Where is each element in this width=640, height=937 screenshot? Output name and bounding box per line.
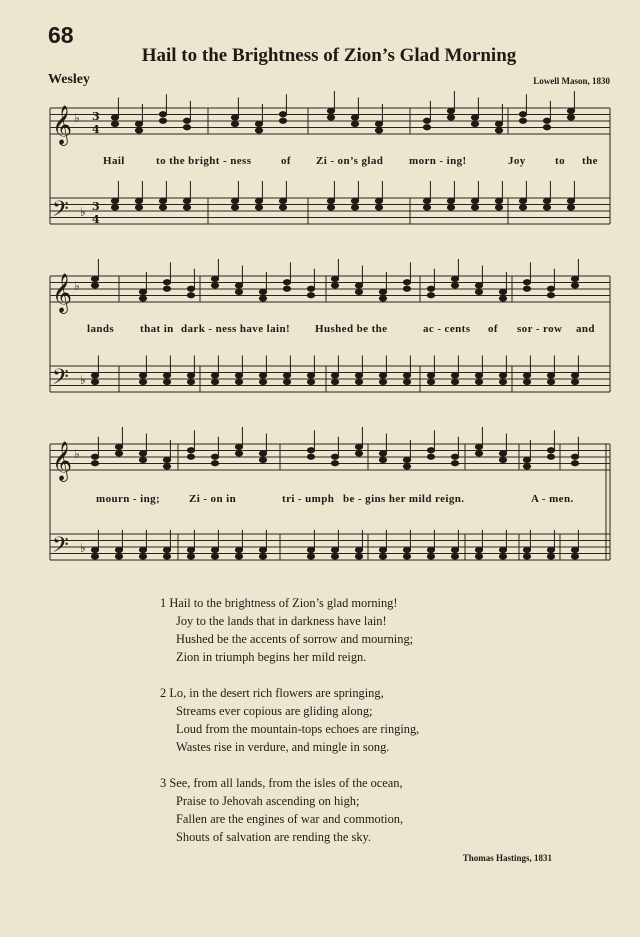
note-head	[283, 280, 290, 285]
note-head	[403, 464, 410, 469]
note-head	[403, 457, 410, 462]
verse-text: Lo, in the desert rich flowers are springing,	[169, 686, 384, 700]
note-head	[327, 198, 334, 203]
stanza-line: Praise to Jehovah ascending on high;	[176, 794, 360, 808]
note-head	[115, 444, 122, 449]
note-head	[523, 464, 530, 469]
note-head	[423, 205, 430, 210]
note-head	[571, 283, 578, 288]
note-head	[519, 205, 526, 210]
lyric-syllable: be - gins her mild reign.	[343, 493, 465, 505]
note-head	[91, 276, 98, 281]
note-head	[427, 454, 434, 459]
note-head	[475, 289, 482, 294]
time-signature: 3	[92, 110, 100, 123]
bass-clef-icon: 𝄢	[52, 365, 69, 395]
note-head	[375, 128, 382, 133]
note-head	[547, 547, 554, 552]
lyric-syllable: Hail	[103, 155, 125, 167]
note-head	[495, 205, 502, 210]
lyric-syllable: of	[281, 155, 291, 167]
note-head	[447, 115, 454, 120]
stanza-2	[160, 684, 580, 756]
note-head	[427, 373, 434, 378]
note-head	[475, 373, 482, 378]
stanza-line: Loud from the mountain-tops echoes are ringing,	[176, 722, 420, 736]
note-head	[259, 547, 266, 552]
note-head	[135, 121, 142, 126]
note-head	[135, 128, 142, 133]
note-head	[499, 373, 506, 378]
note-head	[159, 205, 166, 210]
note-head	[327, 108, 334, 113]
note-head	[163, 457, 170, 462]
note-head	[523, 554, 530, 559]
note-head	[331, 547, 338, 552]
note-head	[91, 379, 98, 384]
note-head	[139, 289, 146, 294]
note-head	[447, 205, 454, 210]
note-head	[451, 276, 458, 281]
note-head	[259, 373, 266, 378]
note-head	[91, 373, 98, 378]
note-head	[379, 554, 386, 559]
stanza-1	[160, 594, 580, 666]
note-head	[135, 198, 142, 203]
note-head	[451, 373, 458, 378]
note-head	[571, 379, 578, 384]
note-head	[211, 283, 218, 288]
note-head	[571, 373, 578, 378]
note-head	[259, 451, 266, 456]
note-head	[259, 296, 266, 301]
note-head	[451, 547, 458, 552]
note-head	[475, 444, 482, 449]
note-head	[283, 379, 290, 384]
hymn-number: 68	[48, 22, 74, 48]
note-head	[307, 448, 314, 453]
tune-name: Wesley	[48, 72, 90, 87]
note-head	[547, 293, 554, 298]
bass-clef-icon: 𝄢	[52, 533, 69, 563]
note-head	[307, 547, 314, 552]
note-head	[91, 554, 98, 559]
note-head	[351, 121, 358, 126]
note-head	[115, 547, 122, 552]
stanza-line	[160, 684, 580, 702]
lyric-syllable: mourn - ing;	[96, 493, 161, 505]
note-head	[427, 379, 434, 384]
note-head	[279, 205, 286, 210]
note-head	[307, 379, 314, 384]
note-head	[279, 118, 286, 123]
note-head	[163, 554, 170, 559]
lyric-syllable: and	[576, 323, 595, 335]
note-head	[231, 205, 238, 210]
note-head	[235, 373, 242, 378]
note-head	[571, 276, 578, 281]
lyric-syllable: sor - row	[517, 323, 563, 335]
note-head	[543, 198, 550, 203]
note-head	[327, 205, 334, 210]
note-head	[163, 280, 170, 285]
note-head	[499, 296, 506, 301]
note-head	[183, 118, 190, 123]
lyric-syllable: Hushed be the	[315, 323, 388, 335]
stanza-line: Wastes rise in verdure, and mingle in song.	[176, 740, 390, 754]
note-head	[547, 286, 554, 291]
note-head	[111, 198, 118, 203]
note-head	[475, 547, 482, 552]
note-head	[355, 379, 362, 384]
note-head	[259, 289, 266, 294]
note-head	[499, 547, 506, 552]
note-head	[403, 554, 410, 559]
bass-clef-icon: 𝄢	[52, 197, 69, 227]
note-head	[259, 457, 266, 462]
lyric-syllable: Joy	[508, 155, 526, 167]
note-head	[283, 373, 290, 378]
note-head	[187, 454, 194, 459]
lyric-syllable: to	[555, 155, 565, 167]
note-head	[111, 115, 118, 120]
lyric-syllable: ac - cents	[423, 323, 471, 335]
note-head	[355, 554, 362, 559]
note-head	[403, 280, 410, 285]
stanza-line	[160, 594, 580, 612]
note-head	[519, 112, 526, 117]
note-head	[139, 373, 146, 378]
note-head	[111, 121, 118, 126]
note-head	[547, 454, 554, 459]
note-head	[543, 205, 550, 210]
note-head	[231, 198, 238, 203]
note-head	[499, 554, 506, 559]
note-head	[91, 547, 98, 552]
note-head	[451, 283, 458, 288]
note-head	[379, 296, 386, 301]
stanza-line: Zion in triumph begins her mild reign.	[176, 650, 367, 664]
author-credit: Thomas Hastings, 1831	[462, 853, 552, 863]
note-head	[471, 205, 478, 210]
note-head	[331, 454, 338, 459]
note-head	[139, 457, 146, 462]
note-head	[571, 547, 578, 552]
note-head	[235, 289, 242, 294]
note-head	[307, 286, 314, 291]
note-head	[187, 286, 194, 291]
note-head	[307, 554, 314, 559]
note-head	[235, 554, 242, 559]
note-head	[111, 205, 118, 210]
note-head	[543, 125, 550, 130]
note-head	[331, 373, 338, 378]
note-head	[163, 379, 170, 384]
note-head	[159, 118, 166, 123]
note-head	[235, 547, 242, 552]
note-head	[355, 444, 362, 449]
note-head	[355, 451, 362, 456]
note-head	[279, 198, 286, 203]
lyric-syllable: tri - umph	[282, 493, 335, 505]
note-head	[355, 373, 362, 378]
key-signature-flat-icon: ♭	[74, 111, 80, 125]
note-head	[379, 451, 386, 456]
note-head	[475, 554, 482, 559]
note-head	[547, 554, 554, 559]
note-head	[255, 128, 262, 133]
note-head	[427, 448, 434, 453]
note-head	[187, 293, 194, 298]
lyric-syllable: Zi - on’s glad	[316, 155, 384, 167]
note-head	[567, 198, 574, 203]
note-head	[403, 379, 410, 384]
note-head	[451, 461, 458, 466]
lyric-syllable: lands	[87, 323, 115, 335]
stanza-line: Joy to the lands that in darkness have lain!	[176, 614, 387, 628]
note-head	[211, 373, 218, 378]
note-head	[543, 118, 550, 123]
stanza-number: 2	[160, 686, 167, 700]
note-head	[547, 373, 554, 378]
note-head	[139, 296, 146, 301]
note-head	[427, 286, 434, 291]
note-head	[403, 286, 410, 291]
note-head	[471, 115, 478, 120]
note-head	[211, 461, 218, 466]
note-head	[187, 448, 194, 453]
note-head	[523, 379, 530, 384]
treble-clef-icon: 𝄞	[52, 273, 73, 313]
note-head	[547, 379, 554, 384]
note-head	[331, 276, 338, 281]
note-head	[375, 121, 382, 126]
note-head	[403, 547, 410, 552]
stanza-line	[160, 774, 580, 792]
note-head	[403, 373, 410, 378]
note-head	[571, 454, 578, 459]
note-head	[211, 454, 218, 459]
note-head	[255, 121, 262, 126]
note-head	[375, 198, 382, 203]
time-signature: 4	[92, 123, 100, 136]
lyric-syllable: to the bright - ness	[156, 155, 252, 167]
note-head	[91, 283, 98, 288]
note-head	[523, 457, 530, 462]
note-head	[523, 547, 530, 552]
note-head	[519, 198, 526, 203]
note-head	[567, 115, 574, 120]
note-head	[447, 198, 454, 203]
note-head	[163, 464, 170, 469]
note-head	[115, 554, 122, 559]
note-head	[567, 205, 574, 210]
stanza-3	[160, 774, 580, 846]
note-head	[471, 198, 478, 203]
composer-credit: Lowell Mason, 1830	[533, 76, 610, 86]
note-head	[259, 379, 266, 384]
note-head	[255, 198, 262, 203]
time-signature: 4	[92, 213, 100, 226]
note-head	[331, 554, 338, 559]
note-head	[211, 547, 218, 552]
note-head	[571, 461, 578, 466]
verse-text: Hail to the brightness of Zion’s glad morning!	[169, 596, 398, 610]
note-head	[423, 198, 430, 203]
note-head	[231, 121, 238, 126]
note-head	[571, 554, 578, 559]
note-head	[279, 112, 286, 117]
note-head	[567, 108, 574, 113]
note-head	[139, 554, 146, 559]
note-head	[255, 205, 262, 210]
lyric-syllable: that in	[140, 323, 174, 335]
time-signature: 3	[92, 200, 100, 213]
note-head	[427, 554, 434, 559]
note-head	[331, 283, 338, 288]
stanza-number: 1	[160, 596, 167, 610]
key-signature-flat-icon: ♭	[80, 373, 86, 387]
note-head	[183, 198, 190, 203]
note-head	[379, 379, 386, 384]
note-head	[163, 547, 170, 552]
note-head	[379, 457, 386, 462]
note-head	[523, 373, 530, 378]
key-signature-flat-icon: ♭	[80, 205, 86, 219]
note-head	[451, 379, 458, 384]
note-head	[423, 118, 430, 123]
note-head	[159, 112, 166, 117]
note-head	[115, 451, 122, 456]
lyric-syllable: morn - ing!	[409, 155, 467, 167]
note-head	[139, 379, 146, 384]
note-head	[187, 547, 194, 552]
note-head	[327, 115, 334, 120]
stanza-line: Streams ever copious are gliding along;	[176, 704, 373, 718]
note-head	[451, 554, 458, 559]
note-head	[379, 547, 386, 552]
note-head	[211, 554, 218, 559]
note-head	[159, 198, 166, 203]
note-head	[211, 276, 218, 281]
note-head	[235, 379, 242, 384]
note-head	[187, 373, 194, 378]
note-head	[231, 115, 238, 120]
note-head	[471, 121, 478, 126]
note-head	[475, 379, 482, 384]
note-head	[495, 198, 502, 203]
note-head	[495, 121, 502, 126]
key-signature-flat-icon: ♭	[80, 541, 86, 555]
note-head	[499, 457, 506, 462]
note-head	[351, 198, 358, 203]
note-head	[351, 115, 358, 120]
note-head	[523, 286, 530, 291]
key-signature-flat-icon: ♭	[74, 447, 80, 461]
note-head	[547, 448, 554, 453]
verse-text: See, from all lands, from the isles of the ocean,	[169, 776, 403, 790]
note-head	[211, 379, 218, 384]
note-head	[235, 451, 242, 456]
note-head	[163, 286, 170, 291]
treble-clef-icon: 𝄞	[52, 441, 73, 481]
note-head	[499, 289, 506, 294]
note-head	[523, 280, 530, 285]
note-head	[351, 205, 358, 210]
note-head	[379, 373, 386, 378]
note-head	[499, 379, 506, 384]
key-signature-flat-icon: ♭	[74, 279, 80, 293]
note-head	[135, 205, 142, 210]
note-head	[331, 379, 338, 384]
note-head	[91, 461, 98, 466]
note-head	[475, 451, 482, 456]
note-head	[139, 451, 146, 456]
stanzas	[160, 594, 580, 864]
note-head	[187, 379, 194, 384]
note-head	[355, 289, 362, 294]
note-head	[495, 128, 502, 133]
note-head	[447, 108, 454, 113]
hymn-title: Hail to the Brightness of Zion’s Glad Morning	[141, 45, 517, 66]
note-head	[331, 461, 338, 466]
note-head	[307, 293, 314, 298]
note-head	[475, 283, 482, 288]
lyric-syllable: the	[582, 155, 598, 167]
stanza-line: Shouts of salvation are rending the sky.	[176, 830, 372, 844]
lyric-syllable: of	[488, 323, 498, 335]
stanza-number: 3	[160, 776, 167, 790]
lyric-syllable: Zi - on in	[189, 493, 237, 505]
stanza-line: Hushed be the accents of sorrow and mourning;	[176, 632, 414, 646]
note-head	[235, 444, 242, 449]
note-head	[451, 454, 458, 459]
note-head	[499, 451, 506, 456]
note-head	[519, 118, 526, 123]
note-head	[355, 283, 362, 288]
note-head	[259, 554, 266, 559]
note-head	[375, 205, 382, 210]
note-head	[283, 286, 290, 291]
stanza-line: Fallen are the engines of war and commotion,	[176, 812, 404, 826]
note-head	[355, 547, 362, 552]
note-head	[183, 205, 190, 210]
note-head	[379, 289, 386, 294]
lyric-syllable: dark - ness have lain!	[181, 323, 291, 335]
note-head	[235, 283, 242, 288]
note-head	[91, 454, 98, 459]
lyric-syllable: A - men.	[531, 493, 574, 505]
note-head	[307, 373, 314, 378]
note-head	[427, 293, 434, 298]
note-head	[423, 125, 430, 130]
note-head	[163, 373, 170, 378]
note-head	[139, 547, 146, 552]
treble-clef-icon: 𝄞	[52, 105, 73, 145]
note-head	[307, 454, 314, 459]
note-head	[427, 547, 434, 552]
note-head	[187, 554, 194, 559]
note-head	[183, 125, 190, 130]
